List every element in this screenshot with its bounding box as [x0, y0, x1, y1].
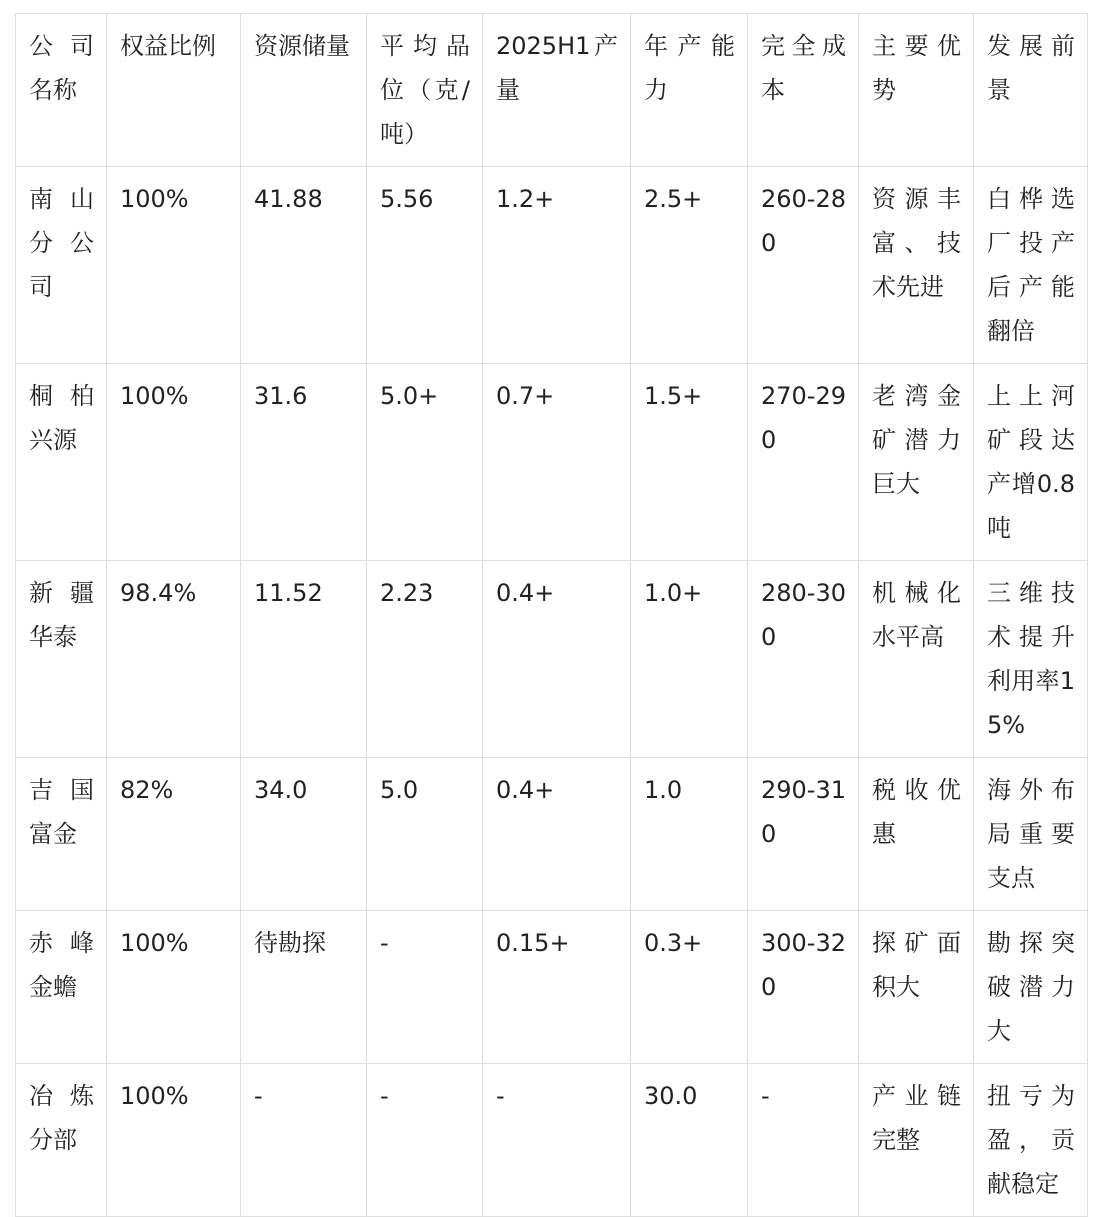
cell-annual-capacity: 1.0+ [631, 561, 748, 758]
header-equity-ratio: 权益比例 [107, 14, 241, 167]
header-h1-output: 2025H1产量 [483, 14, 631, 167]
cell-equity-ratio: 82% [107, 758, 241, 911]
cell-total-cost: 290-310 [748, 758, 859, 911]
cell-resource-reserve: 34.0 [241, 758, 367, 911]
cell-annual-capacity: 1.5+ [631, 364, 748, 561]
cell-company-name: 赤峰金蟾 [16, 911, 107, 1064]
cell-outlook: 海外布局重要支点 [974, 758, 1088, 911]
cell-h1-output: 0.4+ [483, 758, 631, 911]
cell-resource-reserve: 11.52 [241, 561, 367, 758]
header-average-grade: 平均品位（克/吨） [367, 14, 483, 167]
cell-annual-capacity: 2.5+ [631, 167, 748, 364]
header-main-advantage: 主要优势 [859, 14, 974, 167]
cell-average-grade: - [367, 911, 483, 1064]
data-table [15, 13, 1088, 1217]
cell-company-name: 冶炼分部 [16, 1064, 107, 1217]
cell-h1-output: 1.2+ [483, 167, 631, 364]
cell-average-grade: 5.0 [367, 758, 483, 911]
cell-resource-reserve: 31.6 [241, 364, 367, 561]
cell-main-advantage: 老湾金矿潜力巨大 [859, 364, 974, 561]
cell-company-name: 吉国富金 [16, 758, 107, 911]
table-row [16, 911, 1088, 1064]
header-outlook: 发展前景 [974, 14, 1088, 167]
header-resource-reserve: 资源储量 [241, 14, 367, 167]
cell-total-cost: 260-280 [748, 167, 859, 364]
cell-main-advantage: 机械化水平高 [859, 561, 974, 758]
cell-main-advantage: 探矿面积大 [859, 911, 974, 1064]
cell-outlook: 三维技术提升利用率15% [974, 561, 1088, 758]
cell-total-cost: 270-290 [748, 364, 859, 561]
cell-average-grade: - [367, 1064, 483, 1217]
header-company-name: 公司名称 [16, 14, 107, 167]
cell-h1-output: 0.15+ [483, 911, 631, 1064]
header-annual-capacity: 年产能力 [631, 14, 748, 167]
cell-equity-ratio: 98.4% [107, 561, 241, 758]
cell-main-advantage: 产业链完整 [859, 1064, 974, 1217]
table-row [16, 561, 1088, 758]
cell-resource-reserve: 41.88 [241, 167, 367, 364]
cell-company-name: 新疆华泰 [16, 561, 107, 758]
cell-outlook: 扭亏为盈，贡献稳定 [974, 1064, 1088, 1217]
cell-outlook: 白桦选厂投产后产能翻倍 [974, 167, 1088, 364]
cell-outlook: 上上河矿段达产增0.8吨 [974, 364, 1088, 561]
cell-total-cost: - [748, 1064, 859, 1217]
cell-h1-output: - [483, 1064, 631, 1217]
cell-equity-ratio: 100% [107, 911, 241, 1064]
table-row [16, 758, 1088, 911]
table-row [16, 167, 1088, 364]
cell-resource-reserve: - [241, 1064, 367, 1217]
cell-company-name: 南山分公司 [16, 167, 107, 364]
cell-equity-ratio: 100% [107, 1064, 241, 1217]
table-row [16, 364, 1088, 561]
cell-main-advantage: 税收优惠 [859, 758, 974, 911]
table-header-row [16, 14, 1088, 167]
cell-annual-capacity: 1.0 [631, 758, 748, 911]
cell-outlook: 勘探突破潜力大 [974, 911, 1088, 1064]
header-total-cost: 完全成本 [748, 14, 859, 167]
cell-average-grade: 5.0+ [367, 364, 483, 561]
cell-average-grade: 2.23 [367, 561, 483, 758]
cell-company-name: 桐柏兴源 [16, 364, 107, 561]
table-row [16, 1064, 1088, 1217]
cell-equity-ratio: 100% [107, 364, 241, 561]
cell-main-advantage: 资源丰富、技术先进 [859, 167, 974, 364]
cell-annual-capacity: 0.3+ [631, 911, 748, 1064]
cell-total-cost: 300-320 [748, 911, 859, 1064]
cell-equity-ratio: 100% [107, 167, 241, 364]
cell-annual-capacity: 30.0 [631, 1064, 748, 1217]
cell-resource-reserve: 待勘探 [241, 911, 367, 1064]
cell-h1-output: 0.7+ [483, 364, 631, 561]
cell-average-grade: 5.56 [367, 167, 483, 364]
cell-h1-output: 0.4+ [483, 561, 631, 758]
cell-total-cost: 280-300 [748, 561, 859, 758]
